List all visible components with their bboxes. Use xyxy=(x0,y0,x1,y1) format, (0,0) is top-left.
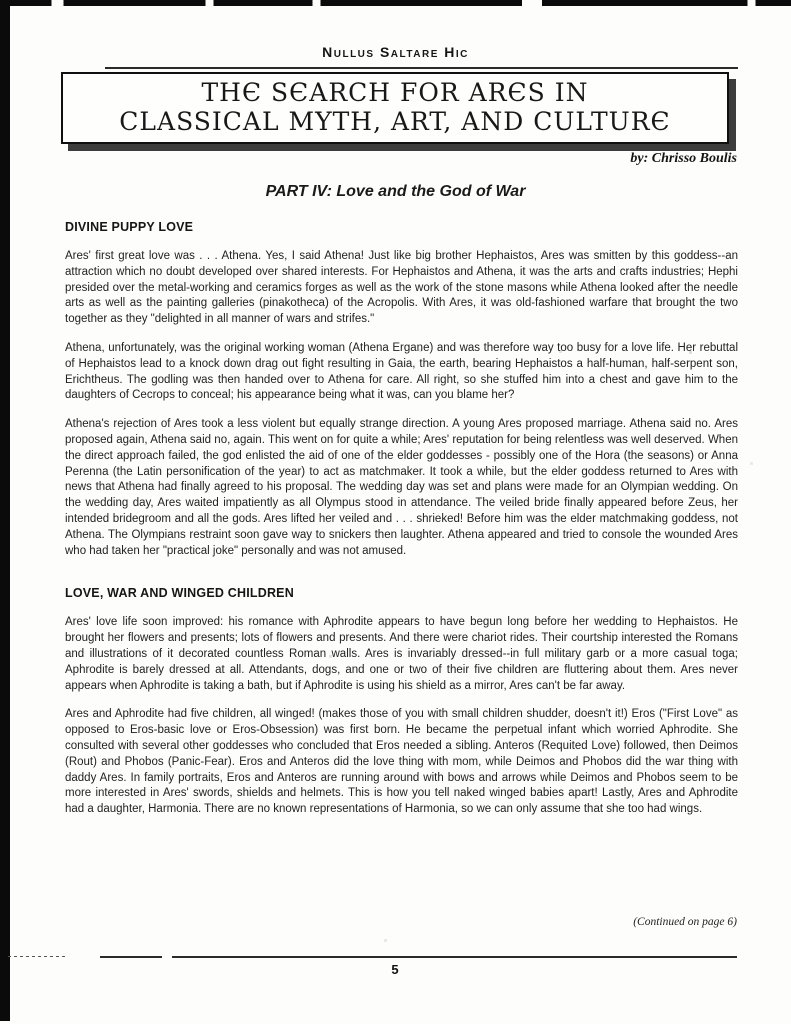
footer-rule-segment xyxy=(172,956,737,958)
masthead-rule xyxy=(105,67,738,69)
section-heading-divine-puppy-love: DIVINE PUPPY LOVE xyxy=(65,220,194,234)
article-body xyxy=(65,220,738,831)
paragraph: Ares' love life soon improved: his romance with Aphrodite appears to have begun long before her wedding to Hephaistos. He brought her flowers and presents; lots of flowers and presents. And there were chariot rides. Their courtship interested the Romans and illustrations of it decorated countless Roman walls. Ares is invariably dressed--in full military garb or a more casual toga; Aphrodite is barely dressed at all. Attendants, dogs, and one or two of their five children are fluttering about them. Ares never appears when Aphrodite is taking a bath, but if Aphrodite is using his shield as a mirror, Ares can't be far away. xyxy=(65,616,738,692)
paragraph: Ares' first great love was . . . Athena. Yes, I said Athena! Just like big brother Hephaistos, Ares was smitten by this goddess--an attraction which no doubt developed over shared interests. For Hephaistos and Athena, it was the arts and crafts industries; Hephi presided over the metal-working and ceramics forges as well as the work of the stone masons while Athena looked after the needle arts as well as the painting galleries (pinakotheca) of the Acropolis. With Ares, it was old-fashioned warfare that brought the two together as they "delighted in all manner of wars and strifes." xyxy=(65,250,738,326)
article-title-box xyxy=(61,72,729,144)
footer-rule-segment xyxy=(8,956,66,957)
article-title-line-1: THЄ SЄARCH FOR ARЄS IN xyxy=(201,78,589,107)
continued-note: (Continued on page 6) xyxy=(633,916,737,928)
paragraph: Athena's rejection of Ares took a less violent but equally strange direction. A young Ares proposed marriage. Athena said no. Ares proposed again, Athena said no, again. This went on for quite a while; Ares' reputation for being relentless was well deserved. When the direct approach failed, the god enlisted the aid of one of the elder goddesses - possibly one of the Hora (the seasons) or Anna Perenna (the Latin personification of the year) to act as matchmaker. It took a while, but the elder goddess returned to Ares with news that Athena had finally agreed to his proposal. The wedding day was set and plans were made for an Olympian wedding. On the wedding day, Ares waited impatiently as all Olympus stood in attendance. The veiled bride finally appeared before Zeus, her intended bridegroom and all the gods. Ares lifted her veiled and . . . shrieked! Before him was the elder matchmaking goddess, not Athena. The Olympians restraint soon gave way to snickers then laughter. Athena appeared and tried to console the wounded Ares who had taken her "practical joke" personally and was not amused. xyxy=(65,418,738,557)
page-number: 5 xyxy=(391,962,400,977)
footer-rule-segment xyxy=(100,956,162,958)
paragraph: Ares and Aphrodite had five children, all winged! (makes those of you with small children shudder, doesn't it!) Eros ("First Love" as opposed to Eros-basic love or Eros-Obsession) was first born. He became the perpetual infant which worried Aphrodite. She consulted with several other goddesses who concluded that Eros needed a sibling. Anteros (Requited Love) followed, then Deimos (Rout) and Phobos (Panic-Fear). Eros and Anteros did the love thing with mom, while Deimos and Phobos did the war thing with daddy Ares. In family portraits, Eros and Anteros are running around with bows and arrows while Deimos and Phobos seem to be more interested in Ares' swords, shields and helmets. This is how you tell naked winged babies apart! Lastly, Ares and Aphrodite had a daughter, Harmonia. There are no known representations of Harmonia, so we can only assume that she too had wings. xyxy=(65,708,738,816)
footer-rule xyxy=(0,956,791,958)
scan-noise xyxy=(0,0,1,1)
section-heading-love-war-winged-children: LOVE, WAR AND WINGED CHILDREN xyxy=(65,586,294,601)
scan-top-edge xyxy=(0,0,791,6)
paragraph: Athena, unfortunately, was the original working woman (Athena Ergane) and was therefore way too busy for a love life. Her rebuttal of Hephaistos lead to a knock down drag out fight resulting in Gaia, the earth, bearing Hephaistos a half-human, half-serpent son, Erichtheus. The godling was then handed over to Athena for care. All right, so she stuffed him into a chest and gave him to the daughters of Cecrops to conceal; his appearance being what it was, can you blame her? xyxy=(65,341,738,402)
byline: by: Chrisso Boulis xyxy=(630,151,737,166)
part-heading: PART IV: Love and the God of War xyxy=(265,183,526,200)
article-title-line-2: CLASSICAL MYTH, ART, AND CULTURЄ xyxy=(119,107,671,136)
newsletter-masthead: Nullus Saltare Hic xyxy=(322,44,469,60)
